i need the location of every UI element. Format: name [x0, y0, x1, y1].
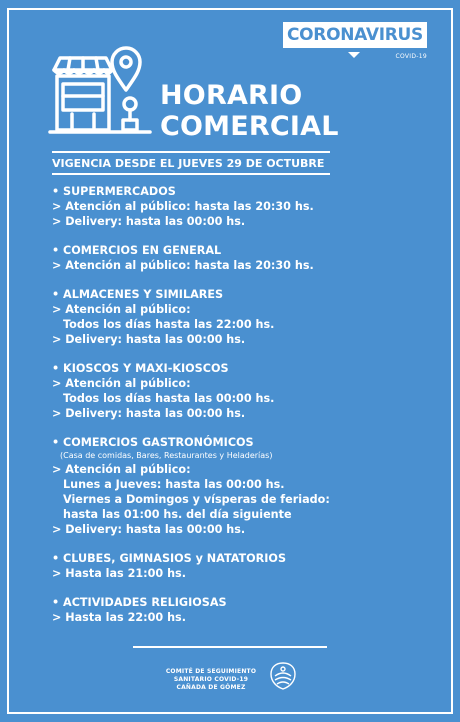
schedule-line: > Hasta las 22:00 hs. [52, 611, 186, 624]
schedule-line: > Atención al público: [52, 303, 191, 316]
schedule-line: > Hasta las 21:00 hs. [52, 567, 186, 580]
schedule-line: Viernes a Domingos y vísperas de feriado: [63, 493, 330, 506]
footer-line-3: CAÑADA DE GÓMEZ [176, 684, 246, 691]
section-title: • SUPERMERCADOS [52, 185, 176, 198]
section-title: • ACTIVIDADES RELIGIOSAS [52, 596, 227, 609]
badge-arrow-icon [348, 52, 360, 58]
schedule-line: > Delivery: hasta las 00:00 hs. [52, 523, 246, 536]
schedule-line: > Delivery: hasta las 00:00 hs. [52, 407, 246, 420]
schedule-line: hasta las 01:00 hs. del día siguiente [63, 508, 292, 521]
section-title: • COMERCIOS EN GENERAL [52, 244, 222, 257]
schedule-line: Lunes a Jueves: hasta las 00:00 hs. [63, 478, 285, 491]
section-almacenes [52, 287, 412, 347]
footer-line-2: SANITARIO COVID-19 [173, 676, 249, 683]
section-comercios-general [52, 243, 412, 273]
validity-banner: VIGENCIA DESDE EL JUEVES 29 DE OCTUBRE [52, 151, 330, 175]
schedule-line: > Atención al público: hasta las 20:30 hs. [52, 259, 314, 272]
section-title: • ALMACENES Y SIMILARES [52, 288, 224, 301]
title-line-1: HORARIO [160, 80, 303, 111]
schedule-line: > Delivery: hasta las 00:00 hs. [52, 215, 246, 228]
section-supermercados [52, 184, 412, 229]
section-title: • CLUBES, GIMNASIOS y NATATORIOS [52, 552, 287, 565]
section-kioscos [52, 361, 412, 421]
schedule-line: Todos los días hasta las 22:00 hs. [63, 318, 275, 331]
title-line-2: COMERCIAL [160, 111, 339, 142]
municipal-seal-icon [268, 661, 298, 691]
schedule-line: > Atención al público: [52, 377, 191, 390]
schedule-line: Todos los días hasta las 00:00 hs. [63, 392, 275, 405]
section-gastronomicos [52, 435, 412, 537]
section-religiosas [52, 595, 412, 625]
footer-divider [133, 646, 327, 648]
store-location-icon [48, 44, 156, 139]
section-title: • COMERCIOS GASTRONÓMICOS [52, 436, 254, 449]
schedule-line: > Atención al público: hasta las 20:30 hs. [52, 200, 314, 213]
schedule-list [52, 184, 412, 639]
schedule-line: > Delivery: hasta las 00:00 hs. [52, 333, 246, 346]
section-note: (Casa de comidas, Bares, Restaurantes y Heladerías) [60, 451, 273, 460]
badge-subtitle: COVID-19 [395, 53, 427, 60]
section-clubes [52, 551, 412, 581]
page-title [160, 80, 339, 142]
section-title: • KIOSCOS Y MAXI-KIOSCOS [52, 362, 229, 375]
coronavirus-badge: CORONAVIRUS [283, 22, 427, 48]
footer-line-1: COMITÉ DE SEGUIMIENTO [165, 668, 257, 675]
footer-committee [160, 668, 262, 692]
schedule-line: > Atención al público: [52, 463, 191, 476]
